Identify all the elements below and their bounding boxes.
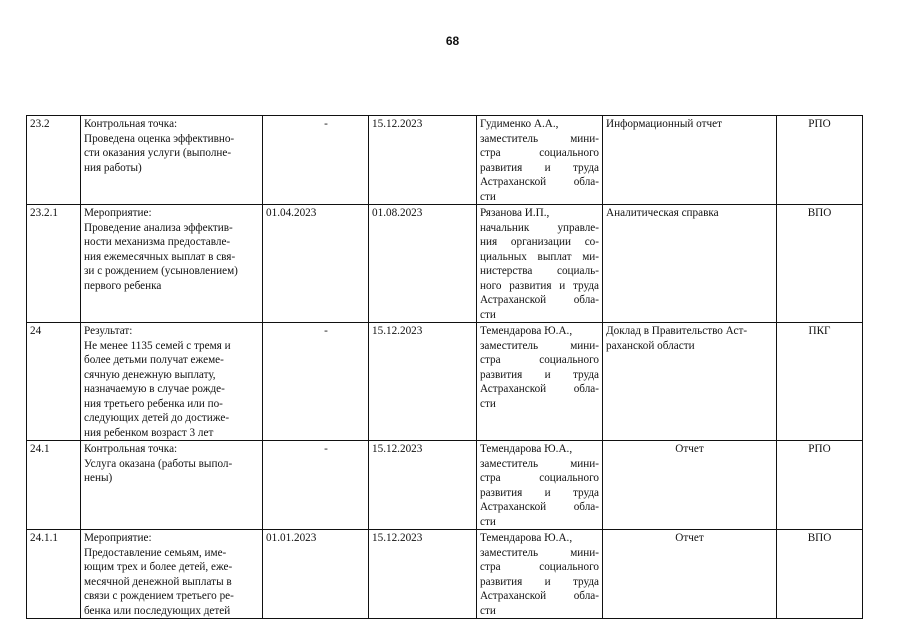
description-line: сти оказания услуги (выполне- [84,147,232,159]
responsible-person [477,530,603,619]
row-number: 23.2 [27,116,81,205]
responsible-line: сти [480,190,496,203]
responsible-line: развития и труда [480,575,599,588]
responsible-line: развития и труда [480,368,599,381]
responsible-line: начальник управле- [480,221,599,234]
start-date: 01.01.2023 [263,530,369,619]
description-line: ния ежемесячных выплат в свя- [84,250,236,263]
responsible-line: Гудименко А.А., [480,118,559,130]
plan-table [26,115,863,619]
description-line: следующих детей до достиже- [84,412,230,424]
table-row [27,530,863,619]
end-date: 15.12.2023 [369,116,477,205]
row-description [81,323,263,441]
responsible-line: Астраханской обла- [480,176,599,188]
responsible-person [477,205,603,323]
responsible-line: нистерства социаль- [480,265,599,277]
responsible-line: Темендарова Ю.А., [480,325,573,337]
responsible-line: сти [480,515,496,528]
page-number: 68 [445,34,460,48]
document-type: Доклад в Правительство Аст- раханской области [603,323,777,441]
responsible-person [477,441,603,530]
description-line: ния работы) [84,161,142,174]
description-line: Услуга оказана (работы выпол- [84,457,233,470]
start-date: - [263,323,369,441]
responsible-line: Темендарова Ю.А., [480,532,573,544]
control-level: ВПО [777,205,863,323]
responsible-line: стра социального [480,472,599,484]
table-row [27,205,863,323]
document-type: Отчет [603,441,777,530]
description-line: зи с рождением (усыновлением) [84,265,238,277]
end-date: 15.12.2023 [369,530,477,619]
description-line: Мероприятие: [84,207,152,219]
control-level: ВПО [777,530,863,619]
document-type: Информационный отчет [603,116,777,205]
table-row [27,116,863,205]
responsible-line: стра социального [480,354,599,366]
description-line: Контрольная точка: [84,118,178,130]
responsible-line: ния организации со- [480,236,599,248]
description-line: назначаемую в случае рожде- [84,383,225,395]
table-row [27,323,863,441]
row-number: 24 [27,323,81,441]
end-date: 15.12.2023 [369,323,477,441]
responsible-line: стра социального [480,561,599,573]
start-date: - [263,441,369,530]
end-date: 15.12.2023 [369,441,477,530]
responsible-line: заместитель мини- [480,457,599,470]
row-number: 23.2.1 [27,205,81,323]
end-date: 01.08.2023 [369,205,477,323]
responsible-line: Темендарова Ю.А., [480,443,573,455]
description-line: бенка или последующих детей [84,604,231,617]
start-date: - [263,116,369,205]
description-line: ния ребенком возраст 3 лет [84,426,214,439]
description-line: месячной денежной выплаты в [84,575,232,588]
responsible-line: циальных выплат ми- [480,250,599,263]
row-description [81,116,263,205]
control-level: ПКГ [777,323,863,441]
start-date: 01.04.2023 [263,205,369,323]
description-line: ющим трех и более детей, еже- [84,561,233,573]
description-line: сячную денежную выплату, [84,368,216,381]
description-line: нены) [84,472,113,484]
control-level: РПО [777,441,863,530]
responsible-person [477,323,603,441]
description-line: более детьми получат ежеме- [84,354,224,366]
responsible-line: сти [480,308,496,321]
responsible-line: Рязанова И.П., [480,207,550,219]
responsible-line: стра социального [480,147,599,159]
plan-table-body [27,116,863,619]
row-description [81,530,263,619]
control-level: РПО [777,116,863,205]
description-line: первого ребенка [84,279,162,292]
row-number: 24.1 [27,441,81,530]
description-line: Проведение анализа эффектив- [84,221,233,234]
description-line: Не менее 1135 семей с тремя и [84,339,231,352]
row-description [81,205,263,323]
document-type: Аналитическая справка [603,205,777,323]
responsible-line: Астраханской обла- [480,294,599,306]
description-line: Предоставление семьям, име- [84,546,227,559]
row-description [81,441,263,530]
responsible-person [477,116,603,205]
description-line: ния третьего ребенка или по- [84,397,223,410]
responsible-line: Астраханской обла- [480,383,599,395]
responsible-line: развития и труда [480,161,599,174]
responsible-line: Астраханской обла- [480,501,599,513]
responsible-line: заместитель мини- [480,546,599,559]
row-number: 24.1.1 [27,530,81,619]
description-line: Результат: [84,325,133,337]
description-line: Проведена оценка эффективно- [84,132,235,145]
responsible-line: заместитель мини- [480,132,599,145]
description-line: связи с рождением третьего ре- [84,590,234,602]
responsible-line: Астраханской обла- [480,590,599,602]
responsible-line: сти [480,397,496,410]
responsible-line: заместитель мини- [480,339,599,352]
document-type: Отчет [603,530,777,619]
table-row [27,441,863,530]
description-line: Мероприятие: [84,532,152,544]
responsible-line: ного развития и труда [480,279,599,292]
responsible-line: сти [480,604,496,617]
description-line: Контрольная точка: [84,443,178,455]
responsible-line: развития и труда [480,486,599,499]
description-line: ности механизма предоставле- [84,236,231,248]
